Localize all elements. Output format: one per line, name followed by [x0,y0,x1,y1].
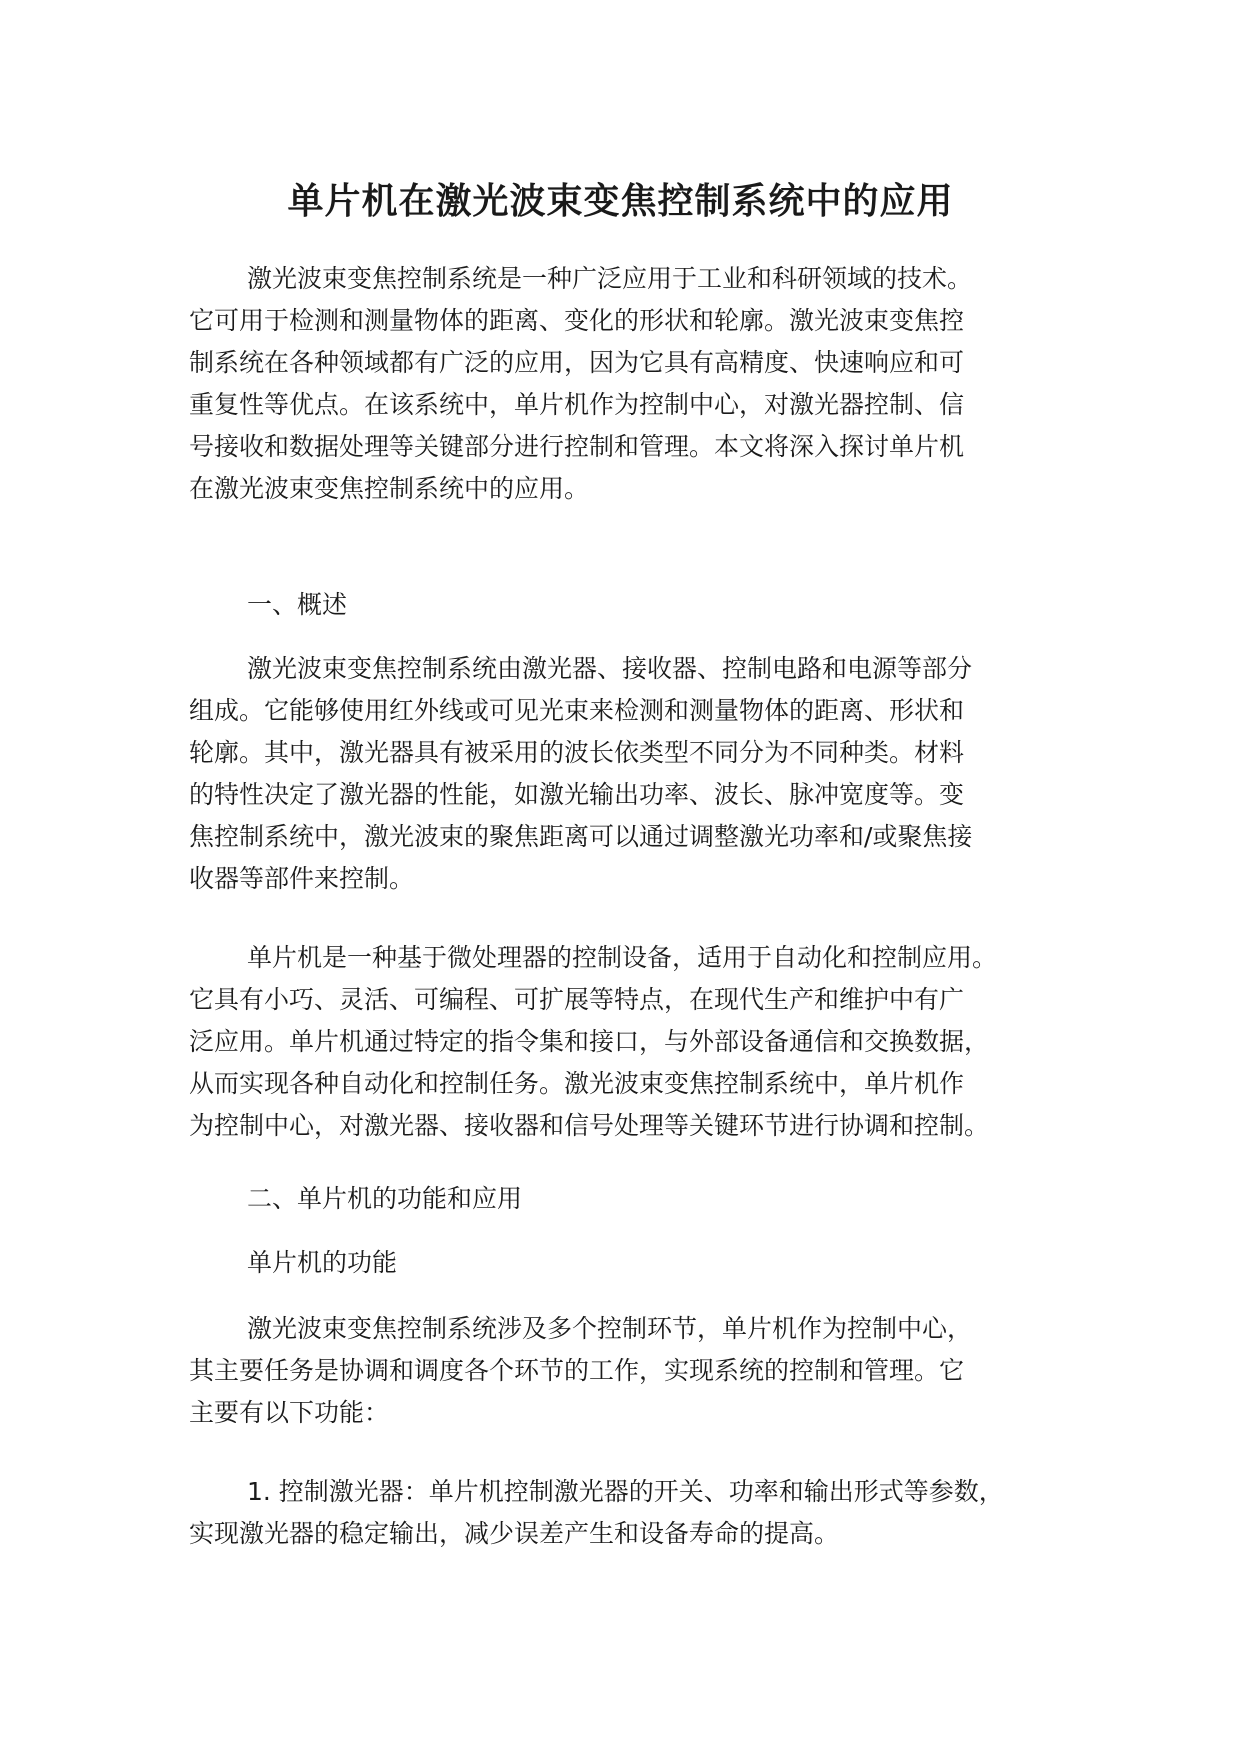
paragraph-line: 从而实现各种自动化和控制任务。激光波束变焦控制系统中，单片机作 [189,1069,965,1098]
paragraph-line: 激光波束变焦控制系统由激光器、接收器、控制电路和电源等部分 [247,654,973,683]
paragraph-line: 泛应用。单片机通过特定的指令集和接口，与外部设备通信和交换数据， [189,1027,990,1056]
intro-line: 激光波束变焦控制系统是一种广泛应用于工业和科研领域的技术。 [247,264,973,293]
paragraph-line: 组成。它能够使用红外线或可见光束来检测和测量物体的距离、形状和 [189,696,965,725]
paragraph-line: 为控制中心，对激光器、接收器和信号处理等关键环节进行协调和控制。 [189,1111,990,1140]
intro-line: 它可用于检测和测量物体的距离、变化的形状和轮廓。激光波束变焦控 [189,306,965,335]
list-item-line: 1. 控制激光器：单片机控制激光器的开关、功率和输出形式等参数， [247,1477,1004,1506]
intro-line: 重复性等优点。在该系统中，单片机作为控制中心，对激光器控制、信 [189,390,965,419]
paragraph-line: 激光波束变焦控制系统涉及多个控制环节，单片机作为控制中心， [247,1314,973,1343]
subsection-heading: 单片机的功能 [247,1248,398,1277]
list-item-line: 实现激光器的稳定输出，减少误差产生和设备寿命的提高。 [189,1519,840,1548]
intro-line: 制系统在各种领域都有广泛的应用，因为它具有高精度、快速响应和可 [189,348,965,377]
section-heading: 二、单片机的功能和应用 [247,1184,523,1213]
paragraph-line: 的特性决定了激光器的性能，如激光输出功率、波长、脉冲宽度等。变 [189,780,965,809]
paragraph-line: 焦控制系统中，激光波束的聚焦距离可以通过调整激光功率和/或聚焦接 [189,822,973,851]
paragraph-line: 主要有以下功能： [189,1398,390,1427]
intro-line: 在激光波束变焦控制系统中的应用。 [189,474,590,503]
paragraph-line: 它具有小巧、灵活、可编程、可扩展等特点，在现代生产和维护中有广 [189,985,965,1014]
paragraph-line: 轮廓。其中，激光器具有被采用的波长依类型不同分为不同种类。材料 [189,738,965,767]
section-heading: 一、概述 [247,590,348,619]
paragraph-line: 其主要任务是协调和调度各个环节的工作，实现系统的控制和管理。它 [189,1356,965,1385]
intro-line: 号接收和数据处理等关键部分进行控制和管理。本文将深入探讨单片机 [189,432,965,461]
paragraph-line: 收器等部件来控制。 [189,864,415,893]
paragraph-line: 单片机是一种基于微处理器的控制设备，适用于自动化和控制应用。 [247,943,998,972]
page-title: 单片机在激光波束变焦控制系统中的应用 [287,181,954,222]
